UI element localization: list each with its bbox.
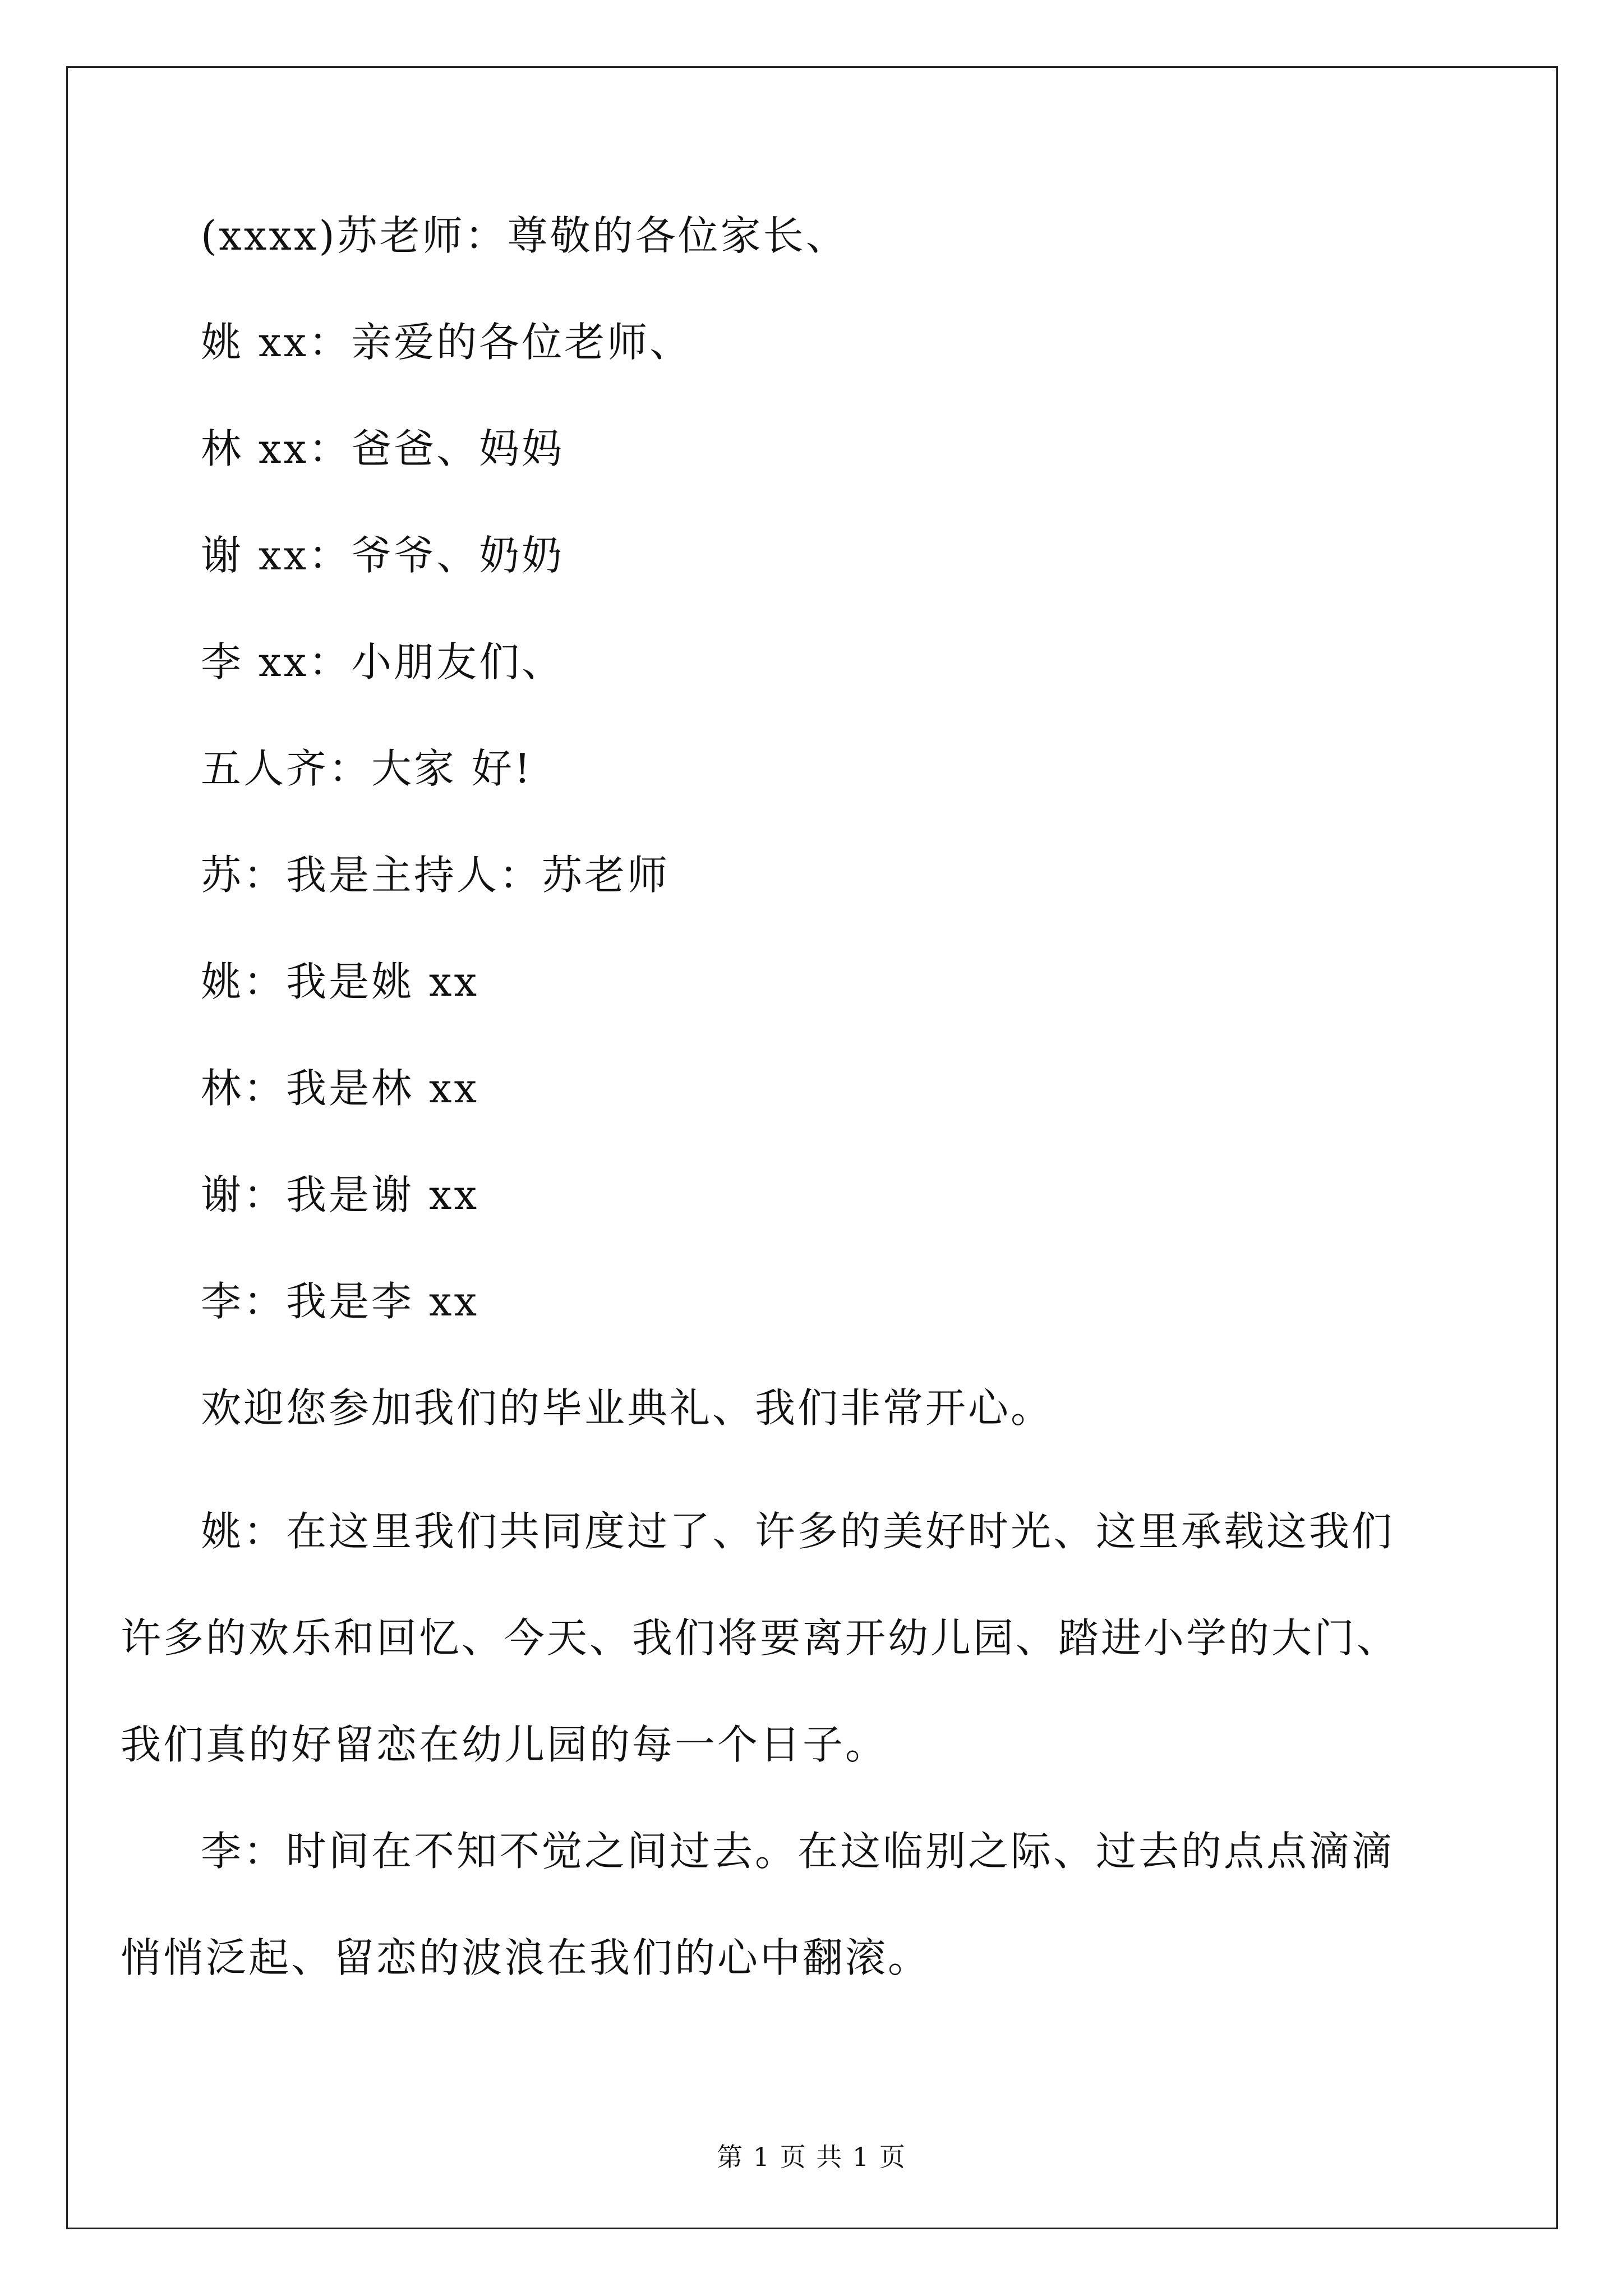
line-12: 欢迎您参加我们的毕业典礼、我们非常开心。 xyxy=(201,1384,1054,1432)
line-5: 李 xx：小朋友们、 xyxy=(201,638,565,685)
page-border xyxy=(66,66,1558,2229)
line-15: 我们真的好留恋在幼儿园的每一个日子。 xyxy=(121,1721,888,1768)
line-7: 苏：我是主持人：苏老师 xyxy=(201,852,670,899)
line-1: (xxxx)苏老师：尊敬的各位家长、 xyxy=(201,212,849,259)
line-6: 五人齐：大家 好! xyxy=(201,745,533,792)
page-footer: 第 1 页 共 1 页 xyxy=(717,2142,906,2172)
line-2: 姚 xx：亲爱的各位老师、 xyxy=(201,319,693,366)
line-13: 姚：在这里我们共同度过了、许多的美好时光、这里承载这我们 xyxy=(201,1508,1395,1555)
line-3: 林 xx：爸爸、妈妈 xyxy=(201,425,565,472)
line-14: 许多的欢乐和回忆、今天、我们将要离开幼儿园、踏进小学的大门、 xyxy=(121,1614,1400,1662)
line-16: 李：时间在不知不觉之间过去。在这临别之际、过去的点点滴滴 xyxy=(201,1828,1395,1875)
line-8: 姚：我是姚 xx xyxy=(201,958,479,1005)
line-9: 林：我是林 xx xyxy=(201,1065,479,1112)
line-11: 李：我是李 xx xyxy=(201,1278,479,1325)
line-4: 谢 xx：爷爷、奶奶 xyxy=(201,532,565,579)
line-10: 谢：我是谢 xx xyxy=(201,1171,479,1218)
line-17: 悄悄泛起、留恋的波浪在我们的心中翻滚。 xyxy=(121,1934,931,1981)
